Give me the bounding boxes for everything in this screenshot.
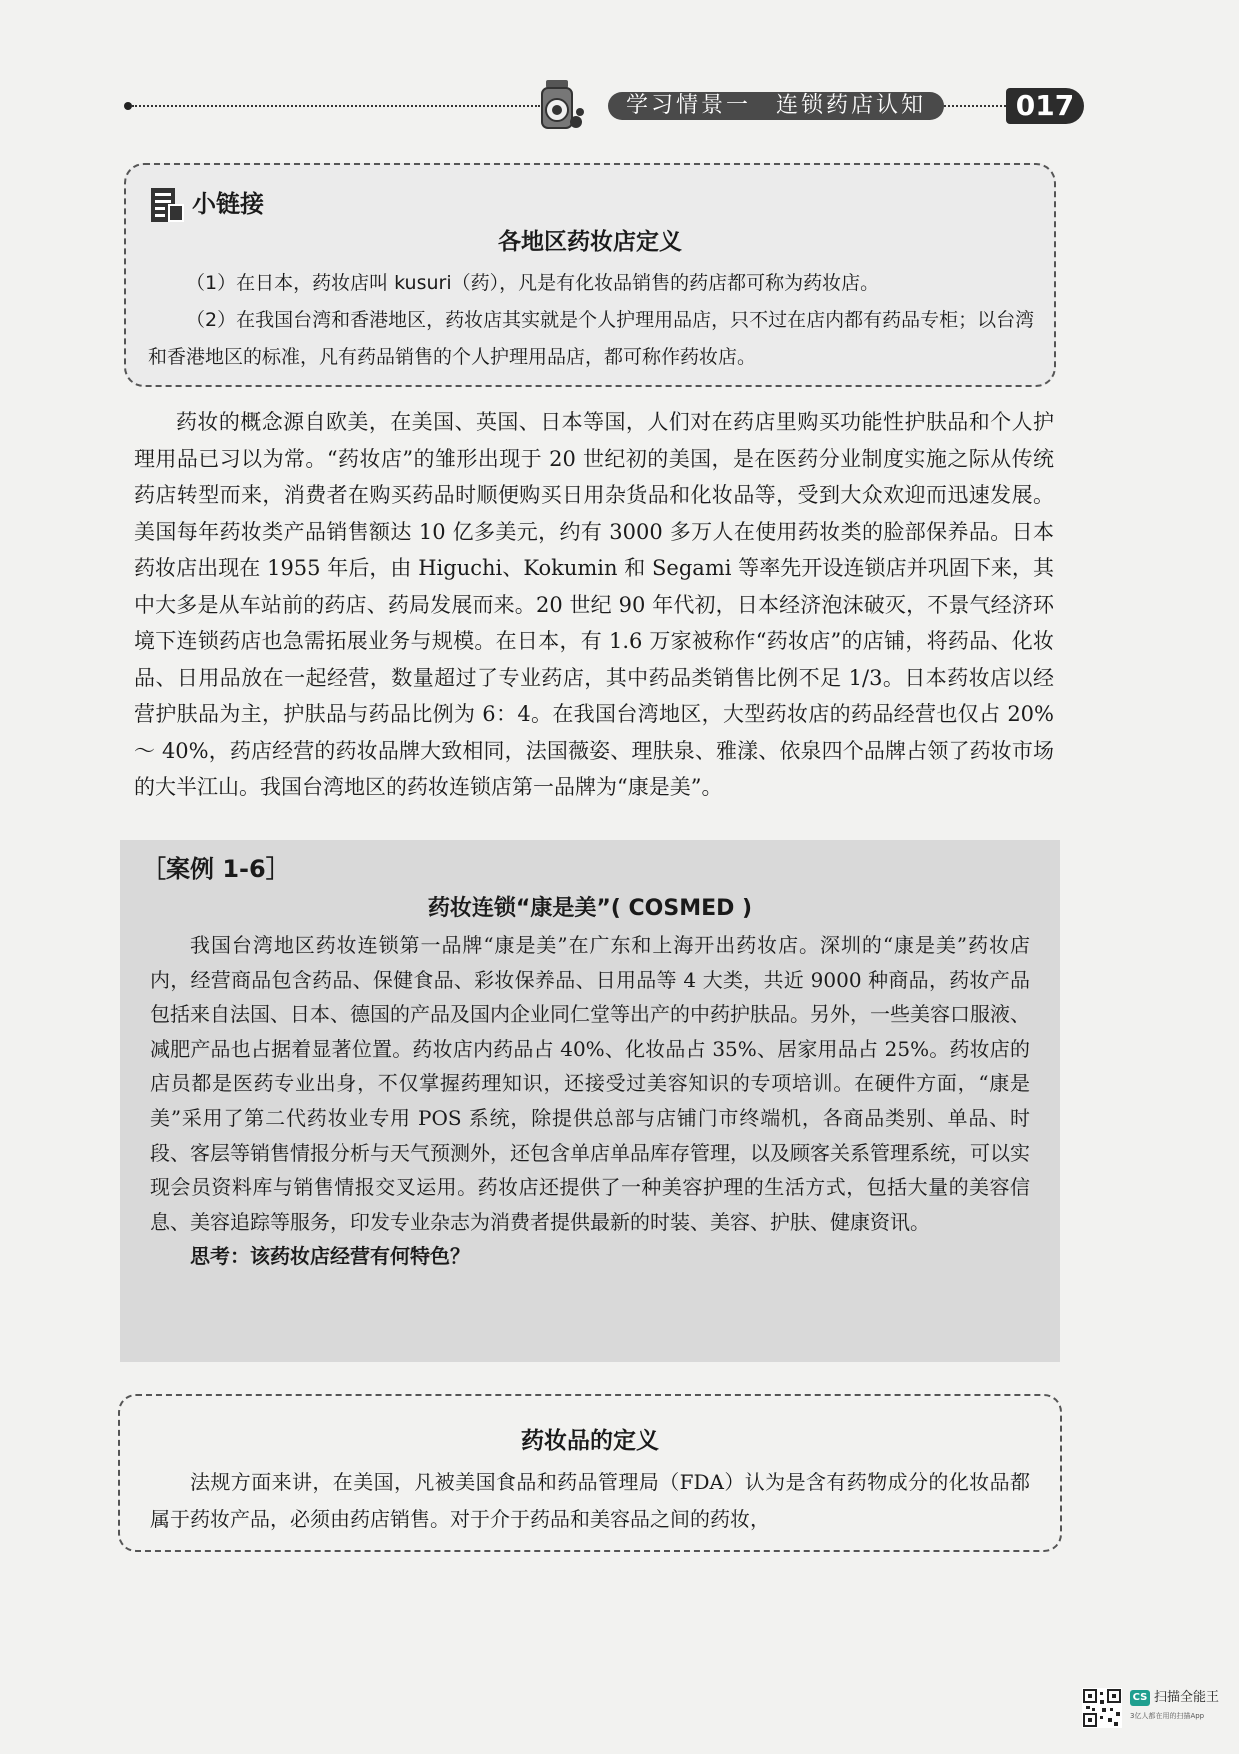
definition-title: 药妆品的定义 [521,1428,659,1454]
header-dot [124,102,132,110]
case-box [120,840,1060,1362]
case-paragraph: 我国台湾地区药妆连锁第一品牌“康是美”在广东和上海开出药妆店。深圳的“康是美”药妆店内，经营商品包含药品、保健食品、彩妆保养品、日用品等 4 大类，共近 9000 种商品，药妆产品包括来自法国、日本、德国的产品及国内企业同仁堂等出产的中药护肤品。另外，一些美容口服液、减肥产品也占据着显著位置。药妆店内药品占 40%、化妆品占 35%、居家用品占 25%。药妆店的店员都是医药专业出身，不仅掌握药理知识，还接受过美容知识的专项培训。在硬件方面，“康是美”采用了第二代药妆业专用 POS 系统，除提供总部与店铺门市终端机，各商品类别、单品、时段、客层等销售情报分析与天气预测外，还包含单店单品库存管理，以及顾客关系管理系统，可以实现会员资料库与销售情报交叉运用。药妆店还提供了一种美容护理的生活方式，包括大量的美容信息、美容追踪等服务，印发专业杂志为消费者提供最新的时装、美容、护肤、健康资讯。 [150,933,1030,1234]
link-box [124,163,1056,387]
header-dotted-rule-right [944,105,1006,107]
link-label: 小链接 [192,190,264,218]
main-paragraph: 药妆的概念源自欧美，在美国、英国、日本等国，人们对在药店里购买功能性护肤品和个人护理用品已习以为常。“药妆店”的雏形出现于 20 世纪初的美国，是在医药分业制度实施之际从传统药店转型而来，消费者在购买药品时顺便购买日用杂货品和化妆品等，受到大众欢迎而迅速发展。美国每年药妆类产品销售额达 10 亿多美元，约有 3000 多万人在使用药妆类的脸部保养品。日本药妆店出现在 1955 年后，由 Higuchi、Kokumin 和 Segami 等率先开设连锁店并巩固下来，其中大多是从车站前的药店、药局发展而来。20 世纪 90 年代初，日本经济泡沫破灭，不景气经济环境下连锁药店也急需拓展业务与规模。在日本，有 1.6 万家被称作“药妆店”的店铺，将药品、化妆品、日用品放在一起经营，数量超过了专业药店，其中药品类销售比例不足 1/3。日本药妆店以经营护肤品为主，护肤品与药品比例为 6：4。在我国台湾地区，大型药妆店的药品经营也仅占 20% ～ 40%，药店经营的药妆品牌大致相同，法国薇姿、理肤泉、雅漾、依泉四个品牌占领了药妆市场的大半江山。我国台湾地区的药妆连锁店第一品牌为“康是美”。 [134,410,1054,799]
case-label: ［案例 1-6］ [142,855,290,883]
main-text [134,404,1054,806]
chapter-title: 学习情景一 连锁药店认知 [608,92,944,120]
definition-paragraph: 法规方面来讲，在美国，凡被美国食品和药品管理局（FDA）认为是含有药物成分的化妆品都属于药妆产品，必须由药店销售。对于介于药品和美容品之间的药妆， [150,1470,1030,1531]
definition-box [118,1394,1062,1552]
scanner-watermark [1082,1686,1222,1730]
link-paragraph: （2）在我国台湾和香港地区，药妆店其实就是个人护理用品店，只不过在店内都有药品专柜；以台湾和香港地区的标准，凡有药品销售的个人护理用品店，都可称作药妆店。 [148,309,1035,368]
link-title: 各地区药妆店定义 [498,229,682,255]
definition-body [150,1464,1030,1538]
medicine-bottle-icon [532,78,588,134]
link-book-icon [150,187,184,223]
scanner-tagline: 3亿人都在用的扫描App [1130,1712,1205,1720]
qr-code-icon [1082,1688,1122,1728]
case-title: 药妆连锁“康是美”( COSMED ) [427,896,753,921]
running-header [124,78,1084,138]
scanner-logo: CS [1130,1690,1150,1706]
scanner-app-name: 扫描全能王 [1154,1690,1220,1705]
link-paragraph: （1）在日本，药妆店叫 kusuri（药），凡是有化妆品销售的药店都可称为药妆店。 [186,272,880,294]
case-question: 思考：该药妆店经营有何特色？ [190,1244,470,1269]
link-body [148,265,1038,376]
header-dotted-rule [132,105,540,107]
page-number: 017 [1006,88,1084,124]
case-body [150,928,1030,1274]
